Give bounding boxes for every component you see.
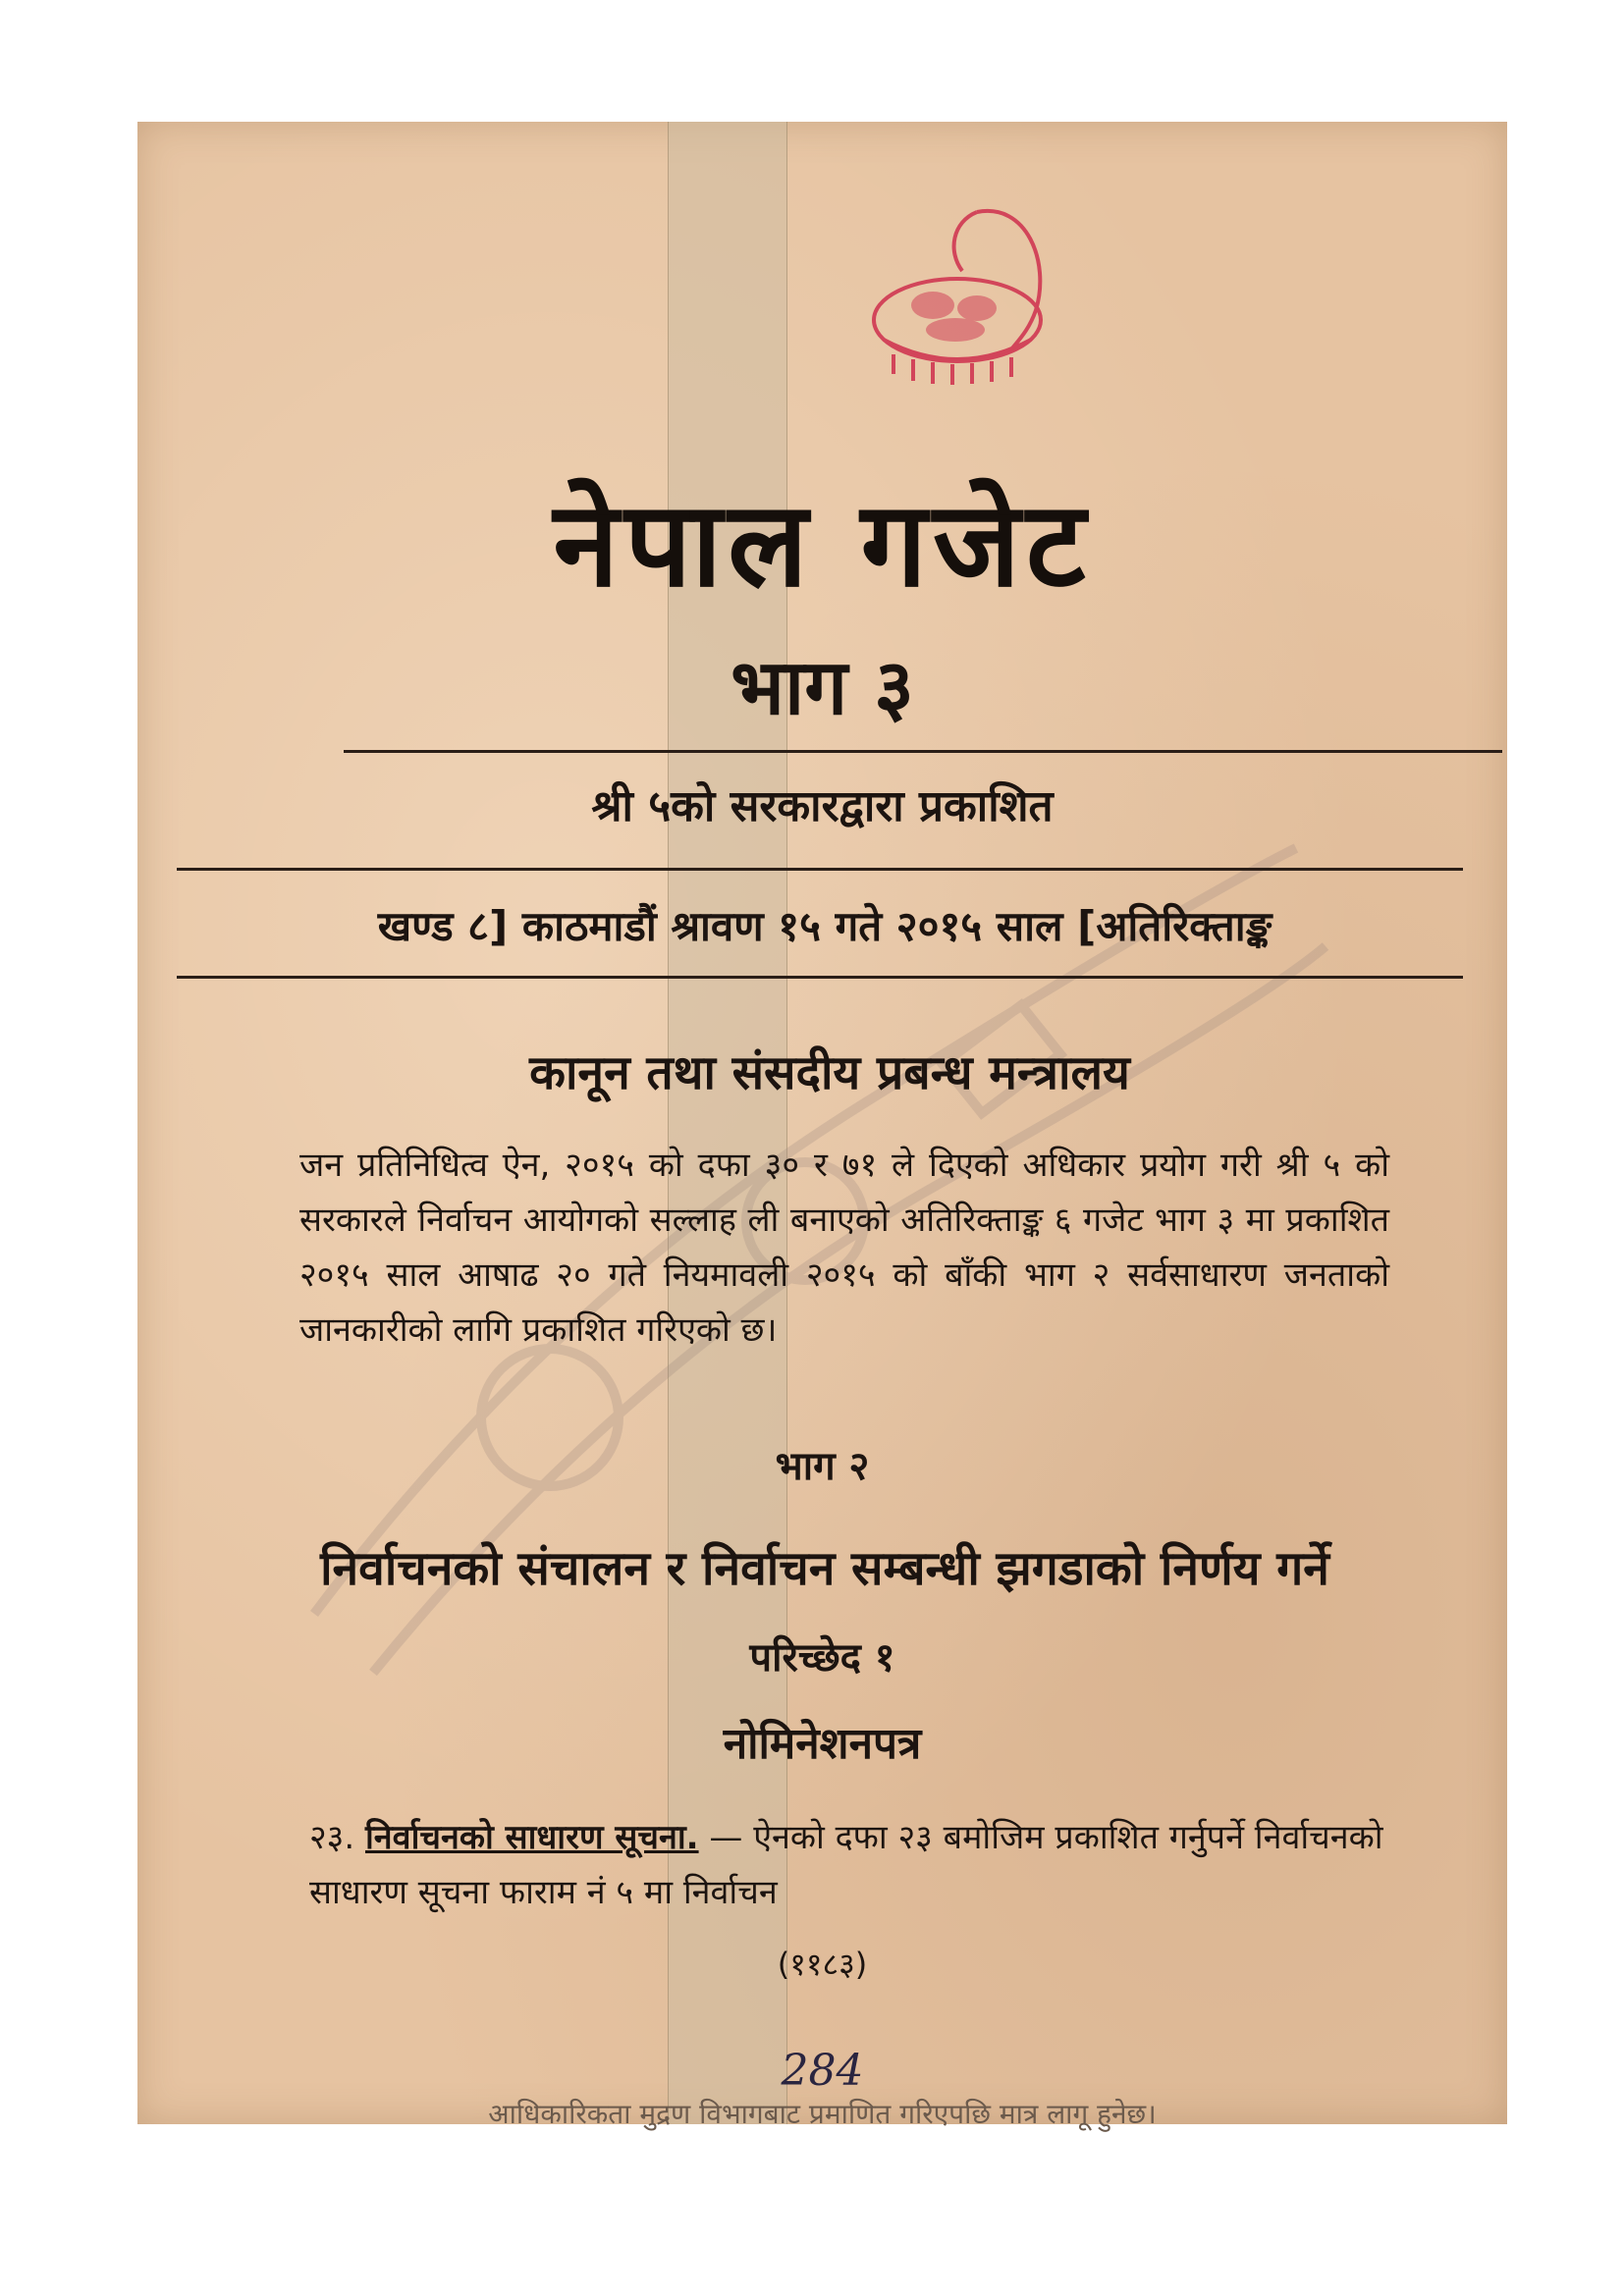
section-text: — ऐनको दफा २३ बमोजिम प्रकाशित गर्नुपर्ने निर्वाचनको साधारण सूचना फाराम नं ५ मा निर्वाचन: [309, 1818, 1383, 1912]
divider: [177, 868, 1463, 871]
section-23: [309, 1810, 1389, 1920]
part-2-heading: भाग २: [775, 1444, 870, 1489]
section-number: २३.: [309, 1818, 355, 1857]
chapter-heading: परिच्छेद १: [749, 1635, 895, 1681]
royal-crown-emblem-icon: [854, 192, 1060, 389]
gazette-title: नेपाल गजेट: [553, 477, 1092, 614]
gazette-page: [137, 122, 1507, 2130]
footer-note: आधिकारिकता मुद्रण विभागबाट प्रमाणित गरिएपछि मात्र लागू हुनेछ।: [488, 2098, 1157, 2130]
ministry-name: कानून तथा संसदीय प्रबन्ध मन्त्रालय: [529, 1045, 1130, 1100]
issue-line: खण्ड ८] काठमाडौं श्रावण १५ गते २०१५ साल [अतिरिक्ताङ्क: [377, 902, 1272, 950]
part-2-title: निर्वाचनको संचालन र निर्वाचन सम्बन्धी झगडाको निर्णय गर्ने: [320, 1541, 1329, 1596]
handwritten-note: 284: [781, 2046, 864, 2096]
page-number: (११८३): [777, 1946, 868, 1983]
publisher-line: श्री ५को सरकारद्वारा प्रकाशित: [591, 781, 1054, 831]
divider: [177, 976, 1463, 979]
intro-paragraph: जन प्रतिनिधित्व ऐन, २०१५ को दफा ३० र ७१ ले दिएको अधिकार प्रयोग गरी श्री ५ को सरकारले निर्वाचन आयोगको सल्लाह ली बनाएको अतिरिक्ताङ्क ६ गजेट भाग ३ मा प्रकाशित २०१५ साल आषाढ २० गते नियमावली २०१५ को बाँकी भाग २ सर्वसाधारण जनताको जानकारीको लागि प्रकाशित गरिएको छ।: [299, 1146, 1389, 1350]
chapter-title: नोमिनेशनपत्र: [723, 1719, 922, 1769]
gazette-part: भाग ३: [731, 644, 914, 732]
divider: [344, 750, 1502, 753]
section-title: निर्वाचनको साधारण सूचना.: [364, 1818, 699, 1857]
